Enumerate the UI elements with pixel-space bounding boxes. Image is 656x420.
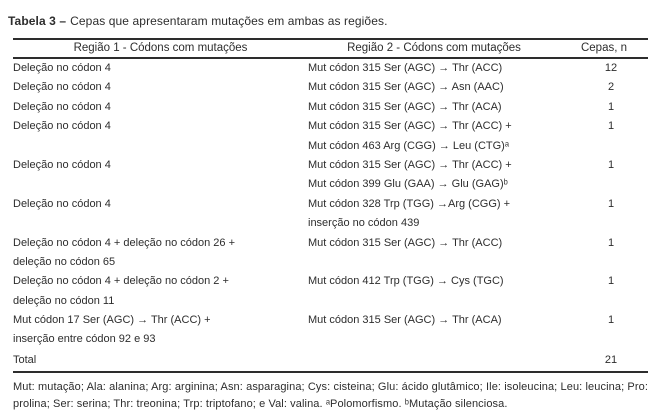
cell-region2: Mut códon 412 Trp (TGG) → Cys (TGC) xyxy=(308,275,504,288)
cell-count: 1 xyxy=(607,197,615,210)
table-row xyxy=(13,272,648,291)
table-row xyxy=(13,117,648,136)
cell-region2 xyxy=(308,253,560,272)
cell-region2: Mut códon 315 Ser (AGC) → Thr (ACC) + xyxy=(308,120,512,133)
cell-region2: Mut códon 315 Ser (AGC) → Thr (ACC) xyxy=(308,236,503,249)
cell-region1: Deleção no códon 4 + deleção no códon 2 + xyxy=(13,275,229,288)
cell-count: 2 xyxy=(607,81,615,94)
table-row xyxy=(13,234,648,253)
header-cepas-n: Cepas, n xyxy=(580,42,628,54)
cell-region2: Mut códon 315 Ser (AGC) → Thr (ACA) xyxy=(308,314,502,327)
table-body xyxy=(13,59,648,350)
cell-count: 1 xyxy=(607,275,615,288)
total-row xyxy=(13,350,648,371)
table-row xyxy=(13,214,648,233)
header-region2: Região 2 - Códons com mutações xyxy=(347,42,521,54)
cell-region1: Mut códon 17 Ser (AGC) → Thr (ACC) + xyxy=(13,314,211,327)
cell-region2: inserção no códon 439 xyxy=(308,217,420,230)
table-caption xyxy=(8,14,656,28)
cell-region1: Deleção no códon 4 xyxy=(13,158,111,171)
cell-count: 1 xyxy=(607,314,615,327)
cell-region2: Mut códon 315 Ser (AGC) → Thr (ACA) xyxy=(308,100,502,113)
cell-region2: Mut códon 463 Arg (CGG) → Leu (CTG)ᵃ xyxy=(308,139,509,152)
cell-region1: inserção entre códon 92 e 93 xyxy=(13,333,156,346)
table-row xyxy=(13,311,648,330)
mutations-table xyxy=(13,38,648,373)
cell-region1: Deleção no códon 4 + deleção no códon 26 + xyxy=(13,236,236,249)
cell-region1: Deleção no códon 4 xyxy=(13,197,111,210)
total-spacer xyxy=(308,350,560,371)
cell-count xyxy=(560,175,648,194)
cell-region2: Mut códon 315 Ser (AGC) → Thr (ACC) xyxy=(308,62,503,74)
cell-region1: Deleção no códon 4 xyxy=(13,120,111,133)
table-caption-label: Tabela 3 – xyxy=(8,14,67,28)
cell-region1: Deleção no códon 4 xyxy=(13,62,111,74)
table-caption-text: Cepas que apresentaram mutações em ambas as regiões. xyxy=(70,14,388,28)
cell-region1 xyxy=(13,137,308,156)
cell-region2 xyxy=(308,292,560,311)
table-row xyxy=(13,98,648,117)
table-row xyxy=(13,137,648,156)
cell-count xyxy=(560,292,648,311)
table-row xyxy=(13,156,648,175)
table-row xyxy=(13,253,648,272)
table-footnote: Mut: mutação; Ala: alanina; Arg: arginina; Asn: asparagina; Cys: cisteina; Glu: ácido glutâmico; Ile: isoleucina; Leu: leucina; Pro: prolina; Ser: serina; Thr: treonina; Trp: triptofano; e Val: valina. ᵃPolomorfismo. ᵇMutação silenciosa. xyxy=(13,380,648,411)
table-row xyxy=(13,330,648,349)
table-row xyxy=(13,78,648,97)
total-value: 21 xyxy=(604,353,618,366)
table-row xyxy=(13,195,648,214)
table-header-row xyxy=(13,40,648,59)
cell-region1: Deleção no códon 4 xyxy=(13,100,111,113)
cell-count xyxy=(560,253,648,272)
cell-count xyxy=(560,137,648,156)
total-label: Total xyxy=(13,353,37,366)
cell-count: 1 xyxy=(607,236,615,249)
cell-region2: Mut códon 315 Ser (AGC) → Thr (ACC) + xyxy=(308,158,512,171)
cell-region1 xyxy=(13,214,308,233)
cell-region1: deleção no códon 65 xyxy=(13,255,116,268)
header-region1: Região 1 - Códons com mutações xyxy=(73,42,248,54)
cell-count: 12 xyxy=(604,62,618,74)
cell-region1: deleção no códon 11 xyxy=(13,294,115,307)
cell-region2: Mut códon 328 Trp (TGG) →Arg (CGG) + xyxy=(308,197,511,210)
cell-region2: Mut códon 399 Glu (GAA) → Glu (GAG)ᵇ xyxy=(308,178,508,191)
cell-count: 1 xyxy=(607,120,615,133)
cell-count xyxy=(560,330,648,349)
cell-region2 xyxy=(308,330,560,349)
cell-count xyxy=(560,214,648,233)
table-row xyxy=(13,292,648,311)
table-row xyxy=(13,59,648,78)
cell-region2: Mut códon 315 Ser (AGC) → Asn (AAC) xyxy=(308,81,504,94)
table-row xyxy=(13,175,648,194)
cell-region1 xyxy=(13,175,308,194)
cell-count: 1 xyxy=(607,158,615,171)
cell-count: 1 xyxy=(607,100,615,113)
cell-region1: Deleção no códon 4 xyxy=(13,81,111,94)
